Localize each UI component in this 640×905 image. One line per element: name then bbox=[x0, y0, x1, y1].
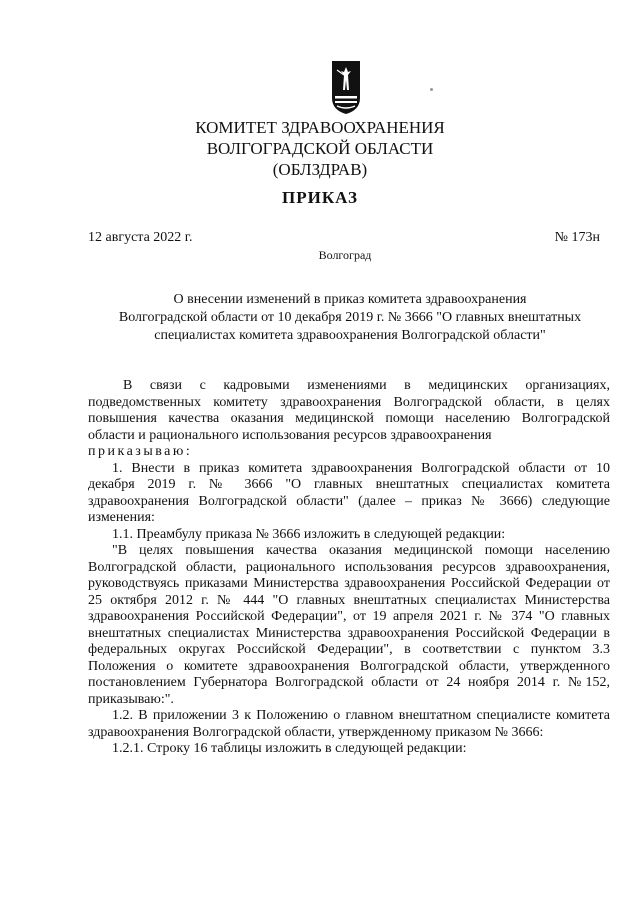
order-number: № 173н bbox=[554, 230, 600, 245]
body-paragraph-item-1: 1. Внести в приказ комитета здравоохранения Волгоградской области от 10 декабря 2019 г. № 3666 "О главных внештатных специалистах комитета здравоохранения Волгоградской области" (далее – приказ № 3666) следующие изменения: bbox=[88, 460, 610, 525]
document-type-title: ПРИКАЗ bbox=[282, 188, 358, 207]
body-paragraph-order-word: приказываю: bbox=[88, 444, 193, 459]
body-paragraph-new-preamble: "В целях повышения качества оказания медицинской помощи населению Волгоградской области, рационального использования ресурсов здравоохранения, руководствуясь приказами Министерства здравоохранения Российской Федерации от 25 октября 2012 г. № 444 "О главных внештатных специалистах Министерства здравоохранения Российской Федерации", от 19 апреля 2021 г. № 374 "О главных внештатных специалистах Министерства здравоохранения Российской Федерации в федеральных округах Российской Федерации", в соответствии с пунктом 3.3 Положения о комитете здравоохранения Волгоградской области, утвержденного постановлением Губернатора Волгоградской области от 24 ноября 2014 г. №152, приказываю:". bbox=[88, 543, 610, 707]
order-subject bbox=[75, 291, 625, 345]
org-abbreviation: (ОБЛЗДРАВ) bbox=[272, 160, 368, 179]
body-paragraph-preamble: В связи с кадровыми изменениями в медицинских организациях, подведомственных комитету здравоохранения Волгоградской области, в целях повышения качества оказания медицинской помощи населению Волгоградской области и рационального использования ресурсов здравоохранения bbox=[88, 378, 610, 443]
order-date: 12 августа 2022 г. bbox=[88, 230, 193, 245]
org-name-line-2: ВОЛГОГРАДСКОЙ ОБЛАСТИ bbox=[206, 139, 434, 158]
order-city: Волгоград bbox=[318, 248, 372, 262]
subject-line-3: специалистах комитета здравоохранения Волгоградской области" bbox=[154, 328, 546, 343]
org-name-line-1: КОМИТЕТ ЗДРАВООХРАНЕНИЯ bbox=[195, 118, 445, 137]
subject-line-1: О внесении изменений в приказ комитета здравоохранения bbox=[173, 292, 527, 307]
order-body bbox=[88, 378, 610, 758]
body-paragraph-item-1-2: 1.2. В приложении 3 к Положению о главном внештатном специалисте комитета здравоохранения Волгоградской области, утвержденному приказом № 3666: bbox=[88, 708, 610, 740]
body-paragraph-item-1-1: 1.1. Преамбулу приказа № 3666 изложить в следующей редакции: bbox=[112, 526, 506, 542]
coat-of-arms-icon bbox=[331, 60, 361, 115]
subject-line-2: Волгоградской области от 10 декабря 2019 г. № 3666 "О главных внештатных bbox=[118, 310, 582, 325]
scan-dot bbox=[430, 88, 433, 91]
body-paragraph-item-1-2-1: 1.2.1. Строку 16 таблицы изложить в следующей редакции: bbox=[112, 741, 467, 756]
